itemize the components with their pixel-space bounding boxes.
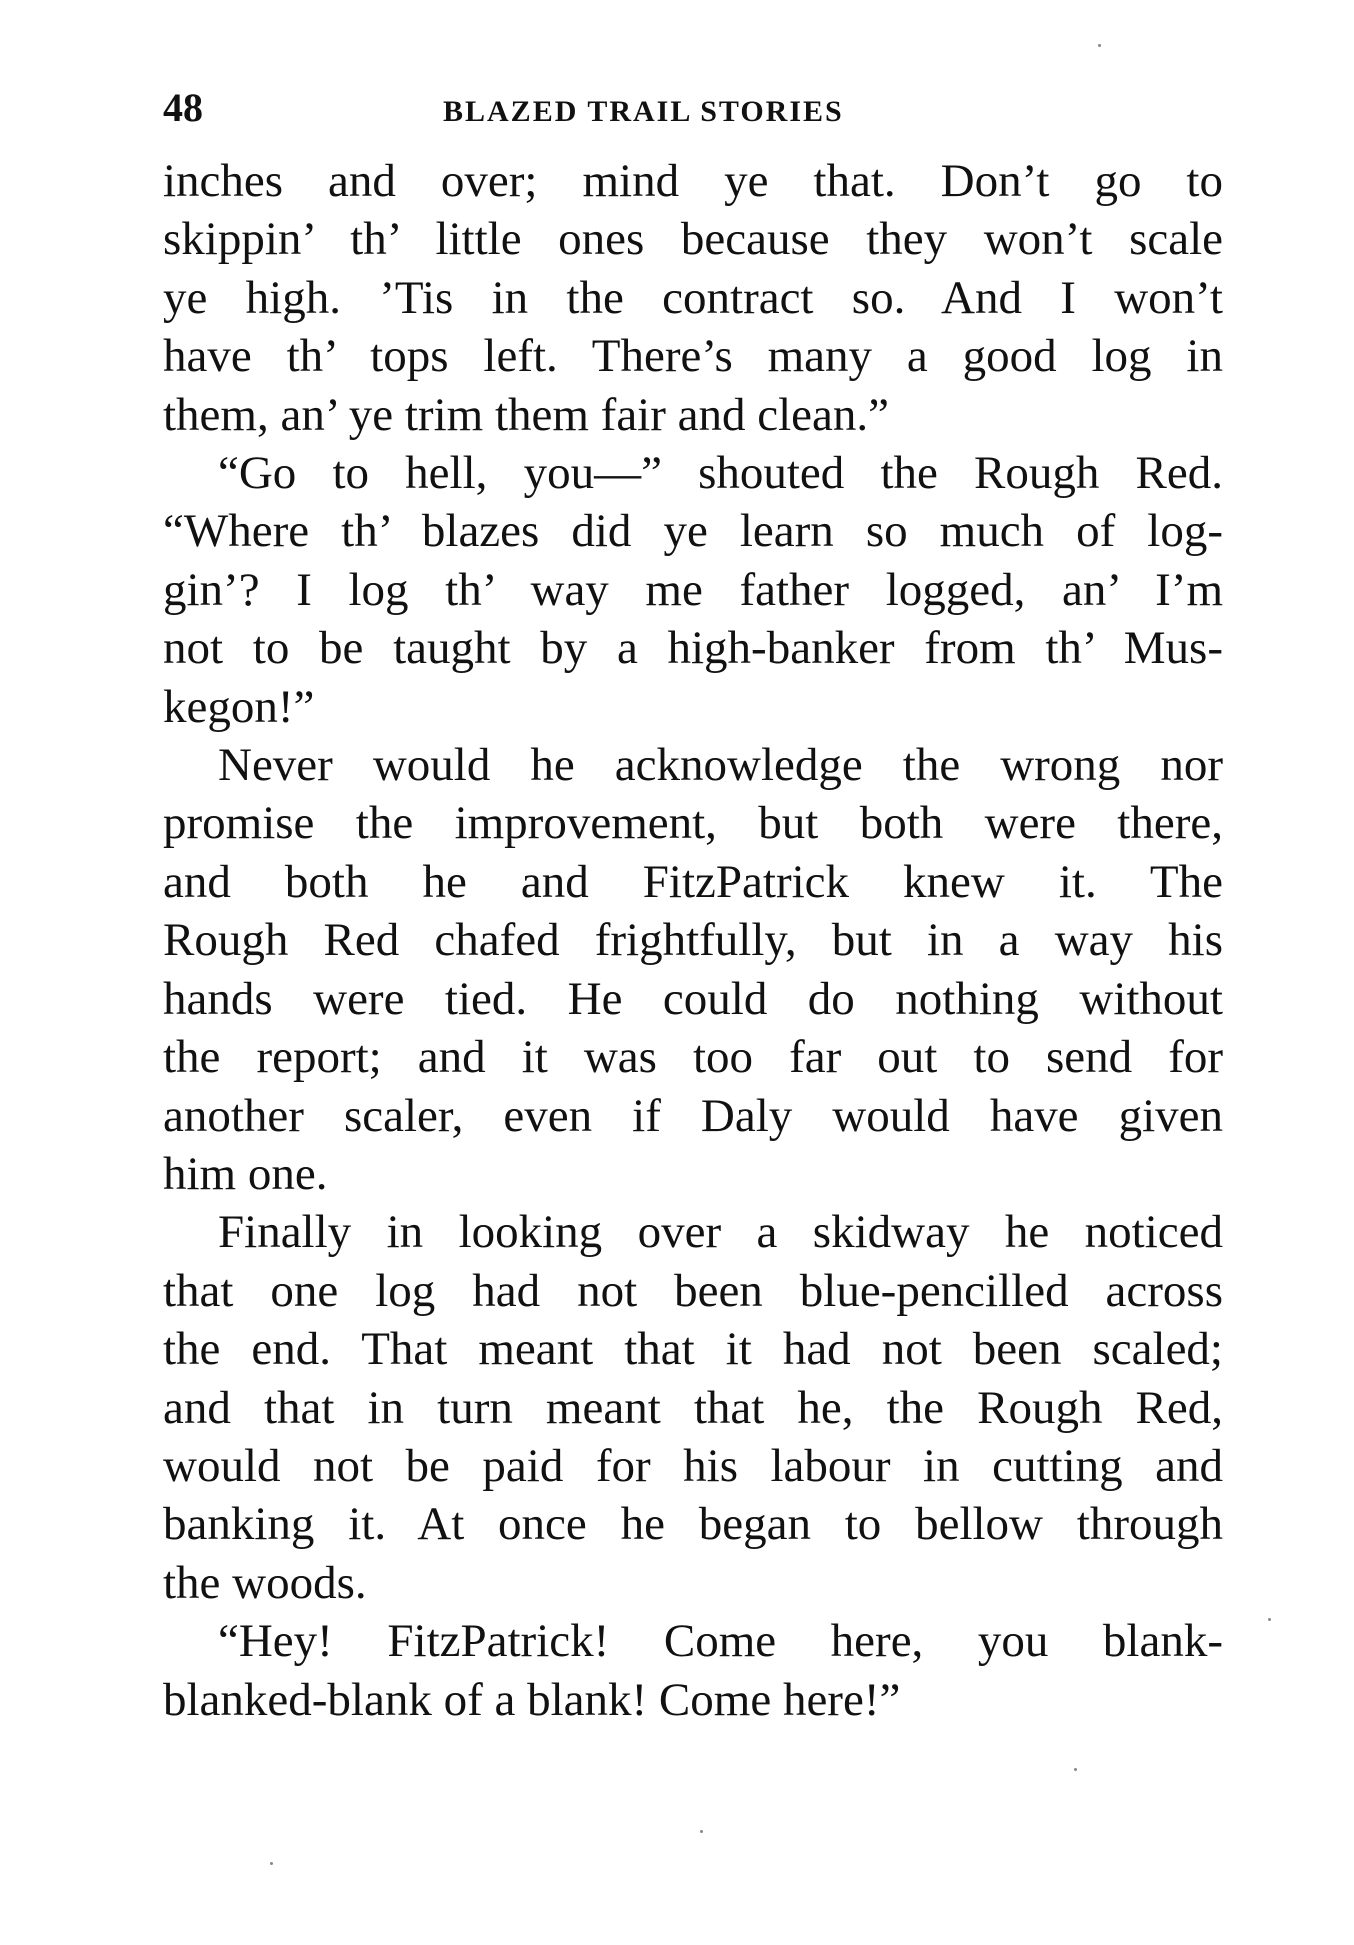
- paper-speck: [1268, 1618, 1271, 1621]
- paper-speck: [700, 1830, 703, 1833]
- text-line: “Where th’ blazes did ye learn so much of log-: [163, 505, 1223, 558]
- text-line: him one.: [163, 1147, 328, 1200]
- text-line: Never would he acknowledge the wrong nor: [218, 739, 1223, 792]
- paper-speck: [1074, 1768, 1077, 1771]
- text-line: Finally in looking over a skidway he noticed: [218, 1206, 1223, 1259]
- text-line: that one log had not been blue-pencilled across: [163, 1264, 1223, 1317]
- paper-speck: [1098, 44, 1101, 47]
- text-line: kegon!”: [163, 680, 315, 733]
- body-text: [163, 152, 1223, 1729]
- text-line: Rough Red chafed frightfully, but in a way his: [163, 914, 1223, 967]
- text-line: inches and over; mind ye that. Don’t go to: [163, 155, 1223, 207]
- text-line: and both he and FitzPatrick knew it. The: [163, 855, 1223, 908]
- text-line: have th’ tops left. There’s many a good log in: [163, 330, 1223, 383]
- text-line: blanked-blank of a blank! Come here!”: [163, 1673, 901, 1726]
- text-line: “Hey! FitzPatrick! Come here, you blank-: [218, 1615, 1223, 1668]
- paragraph-2: [163, 444, 1223, 736]
- text-line: and that in turn meant that he, the Rough Red,: [163, 1381, 1223, 1434]
- running-title: BLAZED TRAIL STORIES: [443, 95, 844, 128]
- text-line: not to be taught by a high-banker from th’ Mus-: [163, 622, 1223, 675]
- text-line: skippin’ th’ little ones because they won’t scale: [163, 213, 1223, 266]
- paragraph-5: [163, 1612, 1223, 1729]
- text-line: banking it. At once he began to bellow through: [163, 1498, 1223, 1551]
- text-line: another scaler, even if Daly would have given: [163, 1089, 1223, 1142]
- paragraph-1: [163, 152, 1223, 444]
- paragraph-3: [163, 736, 1223, 1203]
- text-line: hands were tied. He could do nothing without: [163, 972, 1223, 1025]
- text-line: would not be paid for his labour in cutting and: [163, 1439, 1223, 1492]
- text-line: the woods.: [163, 1556, 367, 1609]
- text-line: ye high. ’Tis in the contract so. And I won’t: [163, 271, 1223, 324]
- text-line: the end. That meant that it had not been scaled;: [163, 1323, 1223, 1376]
- text-line: the report; and it was too far out to send for: [163, 1031, 1223, 1084]
- text-line: them, an’ ye trim them fair and clean.”: [163, 388, 889, 441]
- running-head: [163, 78, 1223, 138]
- paragraph-4: [163, 1203, 1223, 1612]
- text-line: “Go to hell, you—” shouted the Rough Red.: [218, 447, 1223, 500]
- text-line: promise the improvement, but both were there,: [163, 797, 1223, 850]
- paper-speck: [270, 1862, 273, 1865]
- text-line: gin’? I log th’ way me father logged, an’ I’m: [163, 563, 1223, 616]
- page-number: 48: [163, 85, 203, 130]
